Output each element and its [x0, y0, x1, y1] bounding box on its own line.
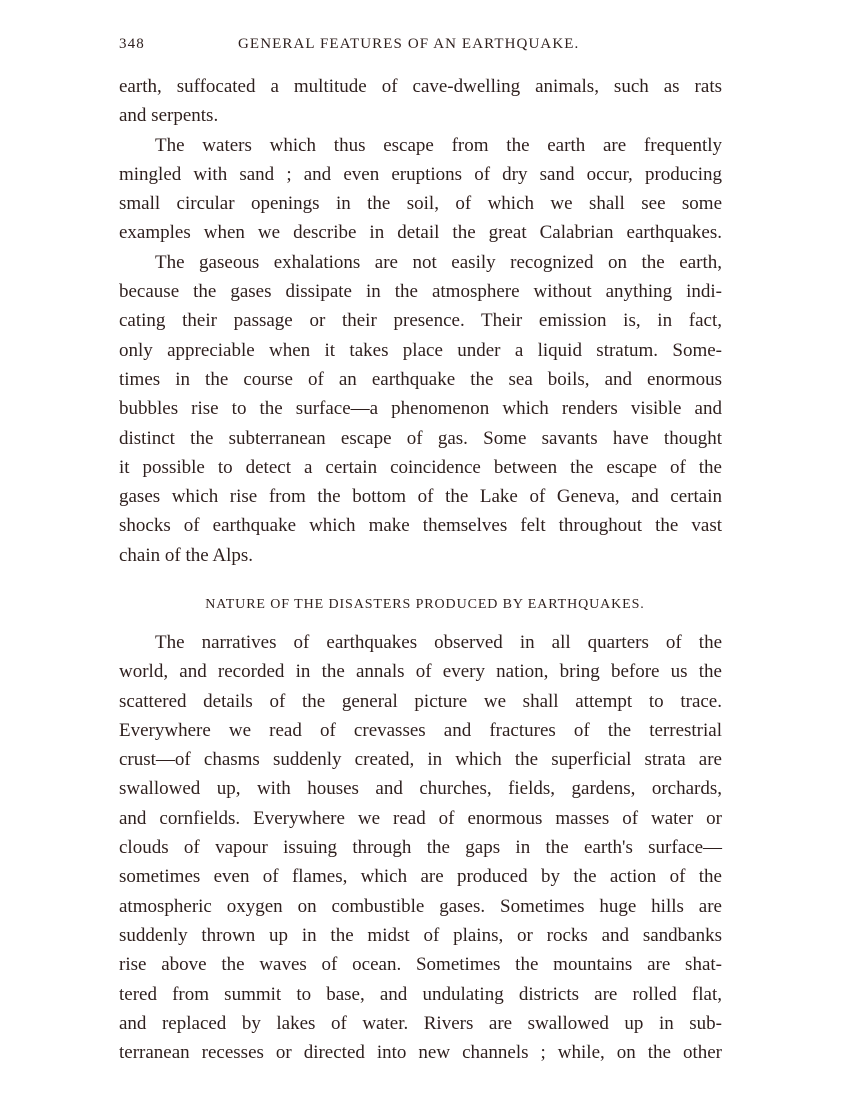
- text-line: swallowed up, with houses and churches, fields, gardens, orchards,: [119, 778, 722, 800]
- text-line: only appreciable when it takes place under a liquid stratum. Some-: [119, 339, 722, 361]
- text-line: atmospheric oxygen on combustible gases. Sometimes huge hills are: [119, 895, 722, 917]
- text-line: suddenly thrown up in the midst of plains, or rocks and sandbanks: [119, 924, 722, 946]
- text-line: chain of the Alps.: [119, 544, 254, 566]
- text-line: scattered details of the general picture we shall attempt to trace.: [119, 690, 722, 712]
- text-line: rise above the waves of ocean. Sometimes the mountains are shat-: [119, 954, 722, 976]
- page-number: 348: [119, 36, 145, 52]
- text-line: and cornfields. Everywhere we read of enormous masses of water or: [119, 807, 722, 829]
- text-line: distinct the subterranean escape of gas. Some savants have thought: [119, 427, 722, 449]
- text-line: cating their passage or their presence. Their emission is, in fact,: [119, 310, 722, 332]
- text-block-top: [119, 72, 722, 570]
- text-line: The narratives of earthquakes observed in all quarters of the: [155, 632, 722, 653]
- text-line: Everywhere we read of crevasses and fractures of the terrestrial: [119, 719, 722, 741]
- text-line: tered from summit to base, and undulating districts are rolled flat,: [119, 983, 722, 1005]
- text-line: examples when we describe in detail the great Calabrian earthquakes.: [119, 222, 722, 244]
- text-block-bottom: [119, 628, 722, 1067]
- text-line: earth, suffocated a multitude of cave-dwelling animals, such as rats: [119, 76, 722, 97]
- text-line: it possible to detect a certain coincidence between the escape of the: [119, 456, 722, 478]
- running-title: GENERAL FEATURES OF AN EARTHQUAKE.: [238, 36, 580, 52]
- text-line: times in the course of an earthquake the sea boils, and enormous: [119, 368, 722, 390]
- text-line: crust—of chasms suddenly created, in which the superficial strata are: [119, 749, 722, 771]
- text-line: and serpents.: [119, 105, 219, 127]
- text-line: shocks of earthquake which make themselves felt throughout the vast: [119, 515, 722, 537]
- text-line: sometimes even of flames, which are produced by the action of the: [119, 866, 722, 888]
- text-line: bubbles rise to the surface—a phenomenon which renders visible and: [119, 398, 722, 420]
- text-line: clouds of vapour issuing through the gaps in the earth's surface—: [119, 837, 722, 859]
- text-line: The waters which thus escape from the earth are frequently: [155, 134, 722, 156]
- text-line: and replaced by lakes of water. Rivers are swallowed up in sub-: [119, 1012, 722, 1034]
- running-head: [119, 36, 722, 56]
- section-heading: NATURE OF THE DISASTERS PRODUCED BY EARTHQUAKES.: [205, 597, 645, 612]
- text-line: gases which rise from the bottom of the Lake of Geneva, and certain: [119, 486, 722, 508]
- text-line: mingled with sand ; and even eruptions of dry sand occur, producing: [119, 163, 722, 185]
- text-line: terranean recesses or directed into new channels ; while, on the other: [119, 1042, 722, 1064]
- text-line: world, and recorded in the annals of every nation, bring before us the: [119, 661, 722, 683]
- text-line: The gaseous exhalations are not easily recognized on the earth,: [155, 251, 722, 273]
- text-line: small circular openings in the soil, of which we shall see some: [119, 193, 722, 215]
- text-line: because the gases dissipate in the atmosphere without anything indi-: [119, 281, 722, 303]
